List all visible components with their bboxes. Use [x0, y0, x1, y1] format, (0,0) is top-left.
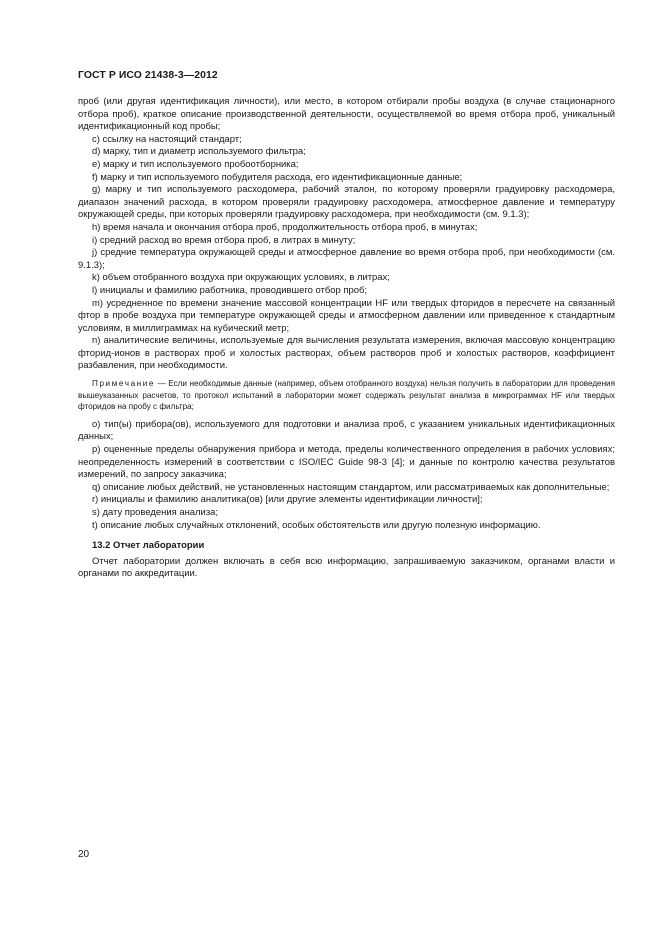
list-item-l: l) инициалы и фамилию работника, проводившего отбор проб; [92, 284, 367, 296]
list-item-o: o) тип(ы) прибора(ов), используемого для подготовки и анализа проб, с указанием уникальных идентификационных данных; [78, 418, 615, 443]
list-item-f: f) марку и тип используемого побудителя расхода, его идентификационные данные; [92, 171, 463, 183]
list-item-c: c) ссылку на настоящий стандарт; [92, 133, 242, 145]
list-item-p: p) оцененные пределы обнаружения прибора и метода, пределы количественного определения в рабочих условиях; неопределенность измерений в соответствии с ISO/IEC Guide 98-3 [4]; и данные по контролю качества результатов измерений, по запросу заказчика; [78, 444, 615, 481]
section-paragraph: Отчет лаборатории должен включать в себя всю информацию, запрашиваемую заказчиком, органами власти и органами по аккредитации. [78, 555, 615, 580]
list-item-i: i) средний расход во время отбора проб, в литрах в минуту; [92, 234, 356, 246]
section-heading: 13.2 Отчет лаборатории [92, 540, 205, 552]
list-item-e: e) марку и тип используемого пробоотборника; [92, 158, 299, 170]
list-item-q: q) описание любых действий, не установленных настоящим стандартом, или рассматриваемых как дополнительные; [92, 481, 610, 493]
intro-paragraph: проб (или другая идентификация личности), или место, в котором отбирали пробы воздуха (в случае стационарного отбора проб), краткое описание производственной деятельности, осуществляемой во время отбора проб, уникальный идентификационный код пробы; [78, 96, 615, 133]
note-text: — Если необходимые данные (например, объем отобранного воздуха) нельзя получить в лаборатории для проведения вышеуказанных расчетов, то протокол испытаний в лаборатории может содержать результат анализа в микрограммах HF или твердых фторидов на пробу с фильтра; [78, 379, 615, 412]
list-item-t: t) описание любых случайных отклонений, особых обстоятельств или другую полезную информацию. [92, 519, 541, 531]
page-content [78, 96, 615, 581]
note-lead: Примечание [92, 379, 156, 389]
list-item-r: r) инициалы и фамилию аналитика(ов) [или другие элементы идентификации личности]; [92, 494, 483, 506]
list-item-h: h) время начала и окончания отбора проб, продолжительность отбора проб, в минутах; [92, 221, 478, 233]
list-item-s: s) дату проведения анализа; [92, 507, 219, 518]
list-item-k: k) объем отобранного воздуха при окружающих условиях, в литрах; [92, 272, 390, 284]
standard-header: ГОСТ Р ИСО 21438-3—2012 [78, 70, 218, 81]
list-item-g: g) марку и тип используемого расходомера, рабочий эталон, по которому проверяли градуировку расходомера, диапазон значений расхода, в котором проверяли градуировку расходомера, атмосферное давление и температуру окружающей среды, при которых проверяли градуировку расходомера, при необходимости (см. 9.1.3); [78, 184, 615, 221]
list-item-m: m) усредненное по времени значение массовой концентрации HF или твердых фторидов в пересчете на связанный фтор в пробе воздуха при температуре окружающей среды и атмосферном давлении или приведенное к стандартным условиям, в миллиграммах на кубический метр; [78, 297, 615, 334]
list-item-d: d) марку, тип и диаметр используемого фильтра; [92, 146, 306, 158]
list-item-n: n) аналитические величины, используемые для вычисления результата измерения, включая массовую концентрацию фторид-ионов в растворах проб и холостых растворах, объем растворов проб и холостых растворов, коэффициент разбавления, при необходимости. [78, 335, 615, 372]
page-number: 20 [78, 849, 90, 860]
note-paragraph [78, 378, 615, 413]
list-item-j: j) средние температура окружающей среды и атмосферное давление во время отбора проб, при необходимости (см. 9.1.3); [78, 247, 615, 271]
